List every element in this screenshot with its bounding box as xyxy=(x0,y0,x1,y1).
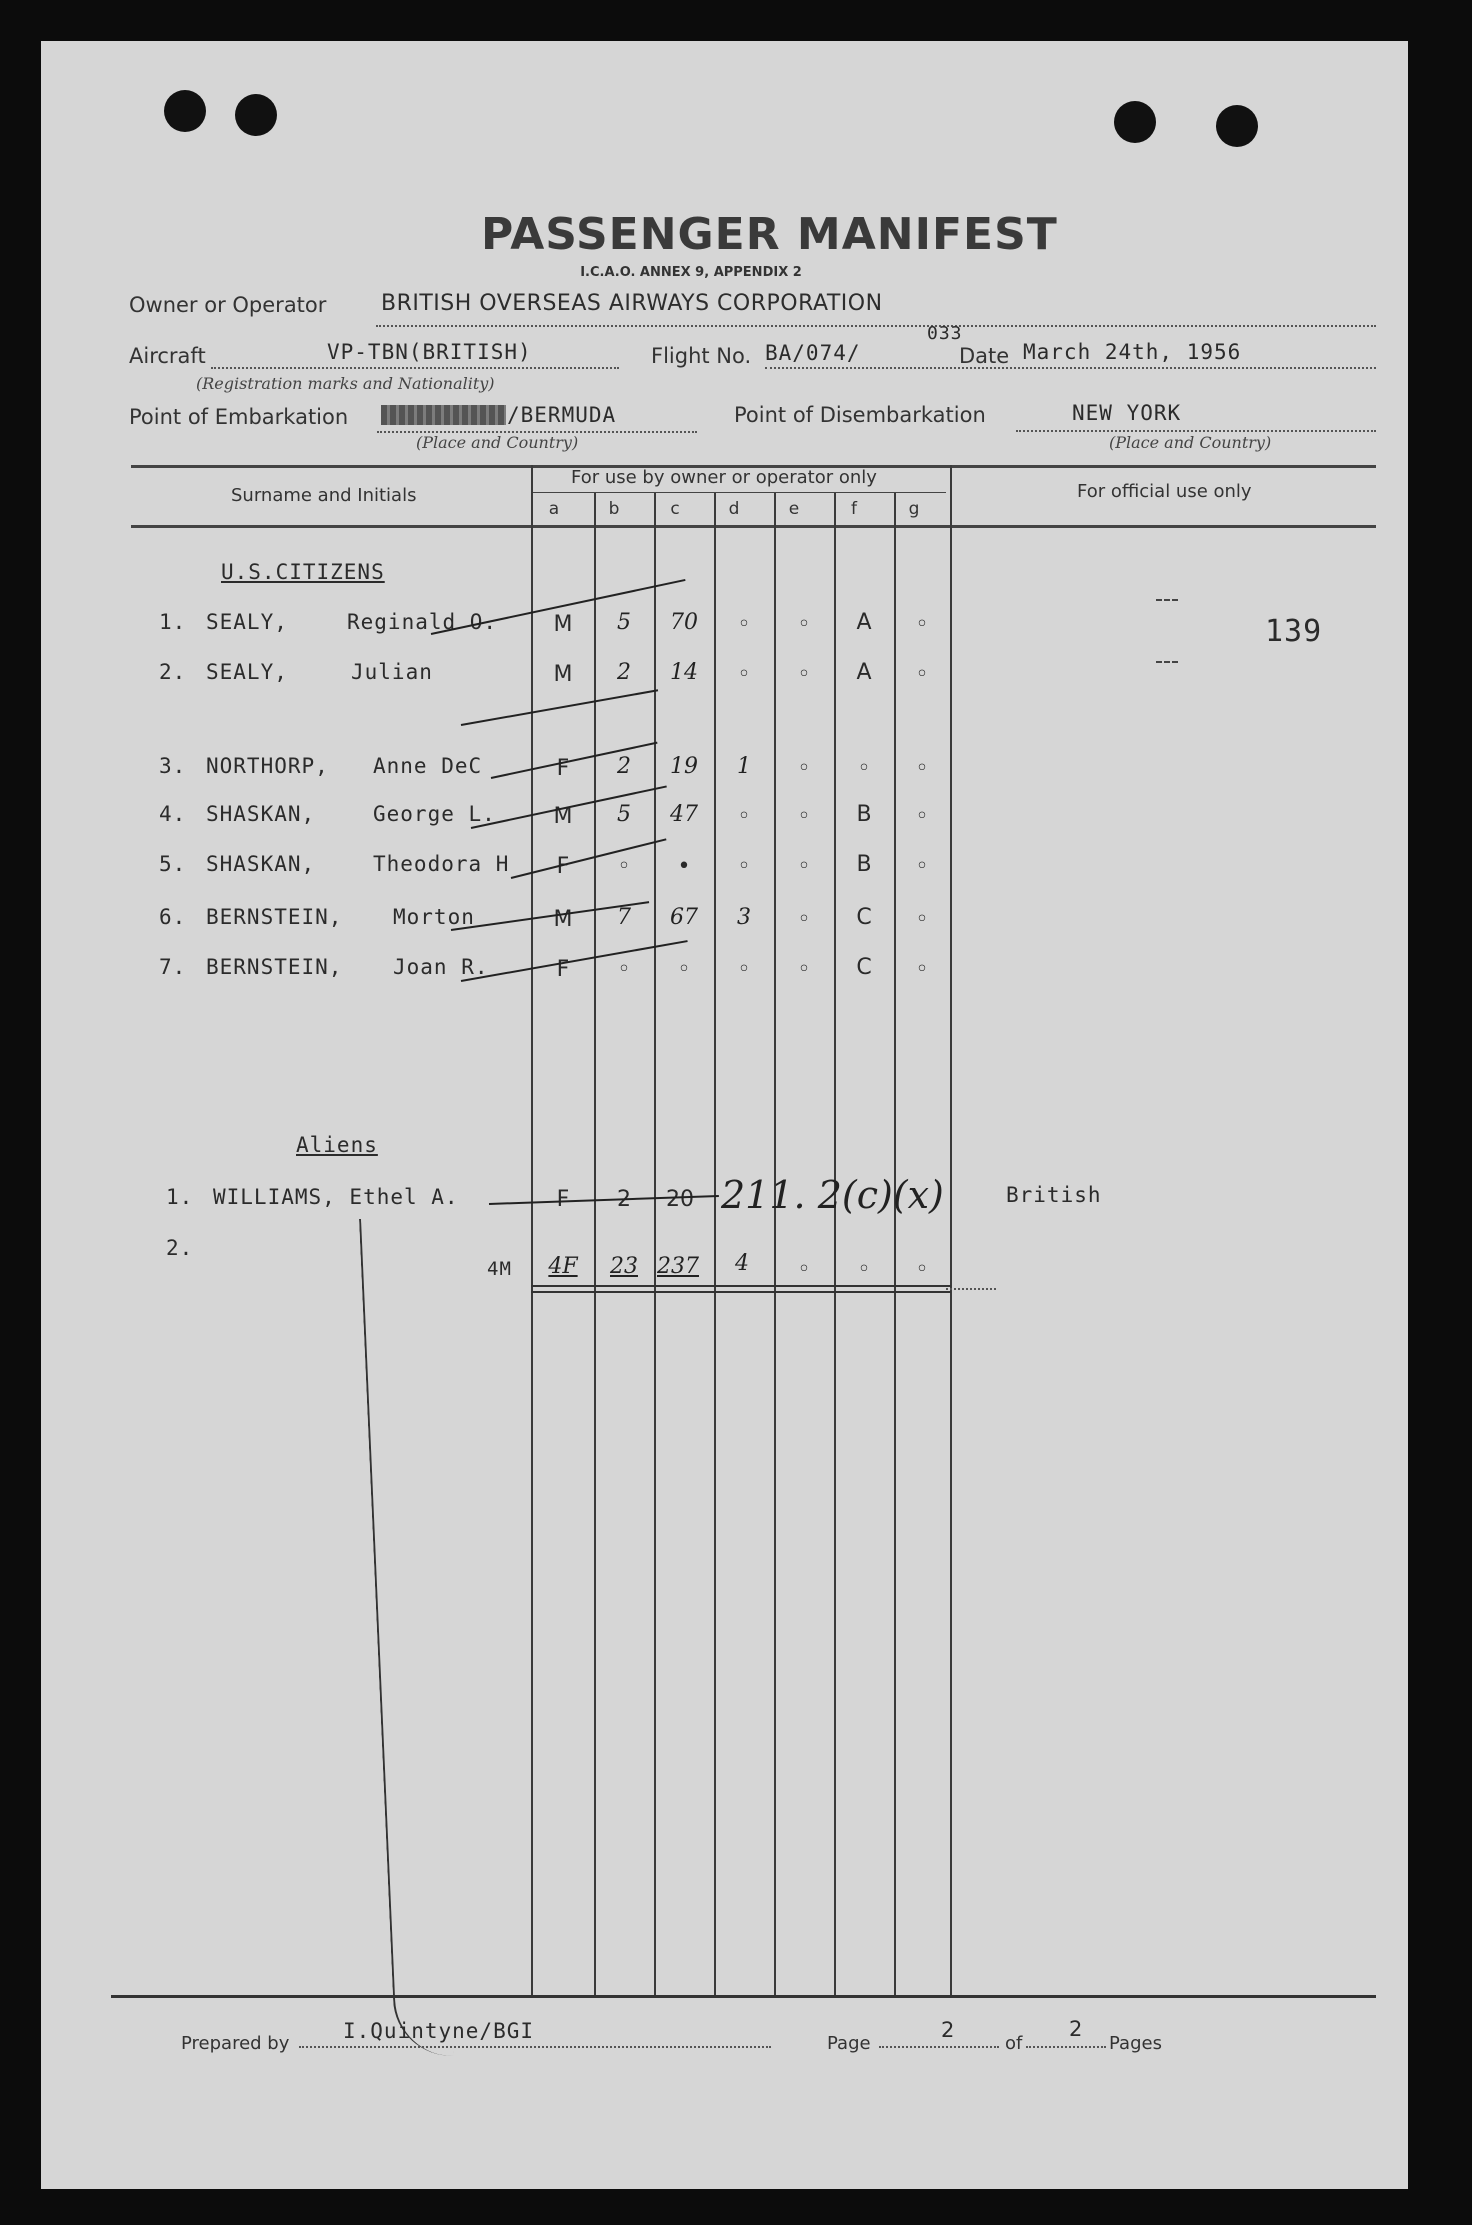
flight-label: Flight No. xyxy=(651,344,752,368)
cell-g: ◦ xyxy=(915,907,929,932)
column-letter-e: e xyxy=(788,499,800,519)
passenger-given-name: Reginald O. xyxy=(347,610,498,634)
passenger-surname: SHASKAN, xyxy=(206,802,316,826)
page-label: Page xyxy=(827,2033,871,2054)
cell-f: C xyxy=(856,955,872,980)
date-value: March 24th, 1956 xyxy=(1023,340,1242,364)
passenger-given-name: Julian xyxy=(351,660,433,684)
disembarkation-caption: (Place and Country) xyxy=(1109,433,1272,452)
alien-cell-b: 2 xyxy=(617,1187,631,1212)
cell-c: • xyxy=(677,854,691,879)
aircraft-rule xyxy=(211,367,619,369)
bracket-line xyxy=(359,1216,454,2058)
cell-g: ◦ xyxy=(915,612,929,637)
cell-e: ◦ xyxy=(797,612,811,637)
official-use-header: For official use only xyxy=(1077,481,1252,502)
cell-e: ◦ xyxy=(797,907,811,932)
cell-e: ◦ xyxy=(797,756,811,781)
column-letter-b: b xyxy=(608,499,620,519)
cell-f: B xyxy=(856,802,872,827)
cell-a: M xyxy=(553,612,573,637)
owner-value: BRITISH OVERSEAS AIRWAYS CORPORATION xyxy=(381,291,883,316)
cell-f: A xyxy=(856,610,872,635)
column-rule xyxy=(950,465,952,1995)
passenger-surname: SEALY, xyxy=(206,610,288,634)
passenger-given-name: Anne DeC xyxy=(373,754,483,778)
cell-g: ◦ xyxy=(915,756,929,781)
alien-nationality: British xyxy=(1006,1183,1102,1207)
passenger-number: 5. xyxy=(159,852,187,876)
document-subtitle: I.C.A.O. ANNEX 9, APPENDIX 2 xyxy=(580,265,802,280)
date-label: Date xyxy=(959,344,1010,368)
cell-b: 2 xyxy=(617,660,631,685)
cell-d: 1 xyxy=(737,754,751,779)
column-letter-c: c xyxy=(670,499,680,519)
totals-cell-g: ◦ xyxy=(915,1257,929,1282)
prepared-by-rule xyxy=(299,2046,771,2048)
alien-cell-c: 20 xyxy=(666,1187,694,1212)
cell-f: ◦ xyxy=(857,756,871,781)
owner-rule xyxy=(376,325,1376,327)
totals-cell-b: 23 xyxy=(610,1254,638,1279)
cell-a: M xyxy=(553,662,573,687)
alien-name: WILLIAMS, Ethel A. xyxy=(213,1185,459,1209)
cell-a: F xyxy=(556,756,570,781)
column-rule xyxy=(894,493,896,1995)
cell-a: F xyxy=(556,957,570,982)
passenger-given-name: Theodora H xyxy=(373,852,510,876)
of-label: of xyxy=(1005,2033,1023,2054)
cell-b: ◦ xyxy=(617,957,631,982)
cell-g: ◦ xyxy=(915,662,929,687)
manifest-page xyxy=(41,41,1408,2189)
flight-value: BA/074/ xyxy=(765,341,861,365)
passenger-surname: BERNSTEIN, xyxy=(206,905,343,929)
document-title: PASSENGER MANIFEST xyxy=(481,209,1058,260)
totals-cell-a: 4F xyxy=(548,1254,578,1279)
passenger-surname: BERNSTEIN, xyxy=(206,955,343,979)
cell-c: 19 xyxy=(670,754,698,779)
column-letter-f: f xyxy=(851,499,857,519)
totals-males: 4M xyxy=(487,1258,512,1280)
disembarkation-rule xyxy=(1016,430,1376,432)
cell-a: M xyxy=(553,907,573,932)
passenger-surname: SEALY, xyxy=(206,660,288,684)
official-number: 139 xyxy=(1265,614,1323,649)
cell-f: A xyxy=(856,660,872,685)
cell-g: ◦ xyxy=(915,854,929,879)
totals-rule-extension xyxy=(946,1288,996,1290)
aliens-heading: Aliens xyxy=(296,1133,378,1157)
cell-b: 7 xyxy=(617,905,631,930)
passenger-number: 7. xyxy=(159,955,187,979)
strike-mark xyxy=(461,689,658,726)
cell-c: ◦ xyxy=(677,957,691,982)
table-header-bottom-rule xyxy=(131,525,1376,528)
totals-rule xyxy=(531,1285,951,1287)
punch-hole xyxy=(164,90,206,132)
cell-f: B xyxy=(856,852,872,877)
cell-d: ◦ xyxy=(737,804,751,829)
passenger-given-name: Morton xyxy=(393,905,475,929)
passenger-surname: SHASKAN, xyxy=(206,852,316,876)
us-citizens-heading: U.S.CITIZENS xyxy=(221,560,385,584)
embarkation-struck-text xyxy=(381,405,506,425)
punch-hole xyxy=(1114,101,1156,143)
alien-handwritten-note: 211. 2(c)(x) xyxy=(721,1173,944,1217)
cell-b: 2 xyxy=(617,754,631,779)
date-rule xyxy=(765,367,1376,369)
disembarkation-label: Point of Disembarkation xyxy=(734,403,986,427)
cell-c: 70 xyxy=(670,610,698,635)
alien-cell-a: F xyxy=(556,1187,570,1212)
cell-a: F xyxy=(556,854,570,879)
column-rule xyxy=(654,493,656,1995)
cell-e: ◦ xyxy=(797,854,811,879)
alien-number: 1. xyxy=(166,1185,194,1209)
aircraft-caption: (Registration marks and Nationality) xyxy=(196,374,495,393)
flight-annotation: 033 xyxy=(927,323,963,344)
cell-d: ◦ xyxy=(737,957,751,982)
cell-e: ◦ xyxy=(797,804,811,829)
column-rule xyxy=(774,493,776,1995)
totals-cell-e: ◦ xyxy=(797,1257,811,1282)
passenger-number: 1. xyxy=(159,610,187,634)
prepared-by-label: Prepared by xyxy=(181,2033,290,2054)
passenger-number: 3. xyxy=(159,754,187,778)
cell-c: 14 xyxy=(670,660,698,685)
passenger-number: 2. xyxy=(159,660,187,684)
cell-d: 3 xyxy=(737,905,751,930)
totals-cell-c: 237 xyxy=(657,1254,699,1279)
cell-f: C xyxy=(856,905,872,930)
cell-b: 5 xyxy=(617,802,631,827)
cell-d: ◦ xyxy=(737,662,751,687)
page-rule xyxy=(879,2046,999,2048)
punch-hole xyxy=(235,94,277,136)
prepared-by-value: I.Quintyne/BGI xyxy=(343,2019,535,2043)
surname-header: Surname and Initials xyxy=(231,485,417,506)
cell-e: ◦ xyxy=(797,662,811,687)
cell-d: ◦ xyxy=(737,612,751,637)
cell-b: ◦ xyxy=(617,854,631,879)
punch-hole xyxy=(1216,105,1258,147)
cell-e: ◦ xyxy=(797,957,811,982)
official-dash-marks xyxy=(1156,599,1178,663)
cell-d: ◦ xyxy=(737,854,751,879)
aircraft-value: VP-TBN(BRITISH) xyxy=(327,340,532,364)
column-letter-a: a xyxy=(548,499,560,519)
passenger-surname: NORTHORP, xyxy=(206,754,329,778)
column-rule xyxy=(594,493,596,1995)
column-rule xyxy=(714,493,716,1995)
disembarkation-value: NEW YORK xyxy=(1072,401,1182,425)
aircraft-label: Aircraft xyxy=(129,344,206,368)
cell-c: 67 xyxy=(670,905,698,930)
cell-g: ◦ xyxy=(915,957,929,982)
cell-b: 5 xyxy=(617,610,631,635)
cell-g: ◦ xyxy=(915,804,929,829)
cell-c: 47 xyxy=(670,802,698,827)
passenger-number: 4. xyxy=(159,802,187,826)
passenger-number: 6. xyxy=(159,905,187,929)
footer-rule xyxy=(111,1995,1376,1998)
embarkation-caption: (Place and Country) xyxy=(416,433,579,452)
totals-marker: 2. xyxy=(166,1236,194,1260)
column-letter-g: g xyxy=(908,499,920,519)
owner-label: Owner or Operator xyxy=(129,293,327,317)
column-rule xyxy=(834,493,836,1995)
totals-cell-d: 4 xyxy=(735,1251,749,1276)
totals-rule xyxy=(531,1291,951,1293)
page-number: 2 xyxy=(941,2018,956,2042)
column-rule xyxy=(531,465,533,1995)
embarkation-label: Point of Embarkation xyxy=(129,405,349,429)
owner-use-header: For use by owner or operator only xyxy=(571,467,877,488)
embarkation-value: /BERMUDA xyxy=(507,403,617,427)
pages-rule xyxy=(1026,2046,1106,2048)
totals-cell-f: ◦ xyxy=(857,1257,871,1282)
passenger-given-name: Joan R. xyxy=(393,955,489,979)
pages-label: Pages xyxy=(1109,2033,1162,2054)
passenger-given-name: George L. xyxy=(373,802,496,826)
column-letter-d: d xyxy=(728,499,740,519)
pages-total: 2 xyxy=(1069,2017,1084,2041)
cell-a: M xyxy=(553,804,573,829)
